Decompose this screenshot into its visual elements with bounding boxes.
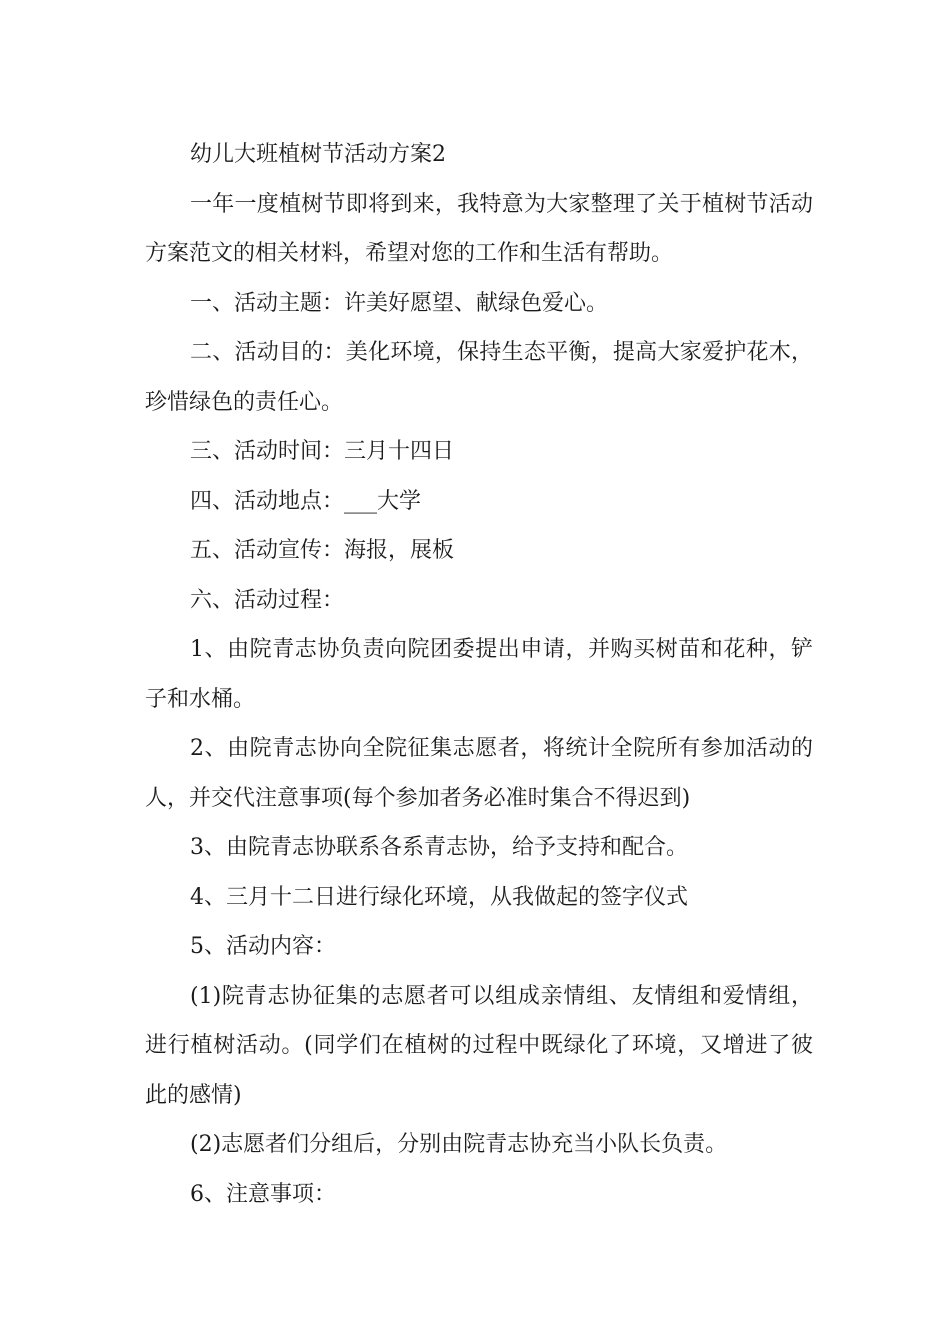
paragraph-step-3: 3、由院青志协联系各系青志协，给予支持和配合。 [190,835,688,860]
paragraph-purpose: 二、活动目的：美化环境，保持生态平衡，提高大家爱护花木，珍惜绿色的责任心。 [145,340,813,415]
paragraph-notes-heading: 6、注意事项： [190,1181,336,1207]
paragraph-step-1: 1、由院青志协负责向院团委提出申请，并购买树苗和花种，铲子和水桶。 [145,637,813,712]
paragraph-step-5: 5、活动内容： [190,934,336,959]
paragraph-intro: 一年一度植树节即将到来，我特意为大家整理了关于植树节活动方案范文的相关材料，希望对您的工作和生活有帮助。 [145,191,813,266]
paragraph-location: 四、活动地点：___大学 [190,488,422,514]
paragraph-publicity: 五、活动宣传：海报，展板 [190,538,455,563]
document-title: 幼儿大班植树节活动方案2 [190,142,446,167]
paragraph-step-5-1: (1)院青志协征集的志愿者可以组成亲情组、友情组和爱情组，进行植树活动。(同学们在植树的过程中既绿化了环境，又增进了彼此的感情) [145,983,813,1108]
paragraph-step-5-2: (2)志愿者们分组后，分别由院青志协充当小队长负责。 [190,1132,728,1157]
paragraph-time: 三、活动时间：三月十四日 [190,439,455,464]
paragraph-theme: 一、活动主题：许美好愿望、献绿色爱心。 [190,290,609,316]
paragraph-process-heading: 六、活动过程： [190,587,345,613]
paragraph-step-4: 4、三月十二日进行绿化环境，从我做起的签字仪式 [190,884,688,910]
paragraph-step-2: 2、由院青志协向全院征集志愿者，将统计全院所有参加活动的人，并交代注意事项(每个参加者务必准时集合不得迟到) [145,736,813,811]
document-body [145,130,813,1219]
